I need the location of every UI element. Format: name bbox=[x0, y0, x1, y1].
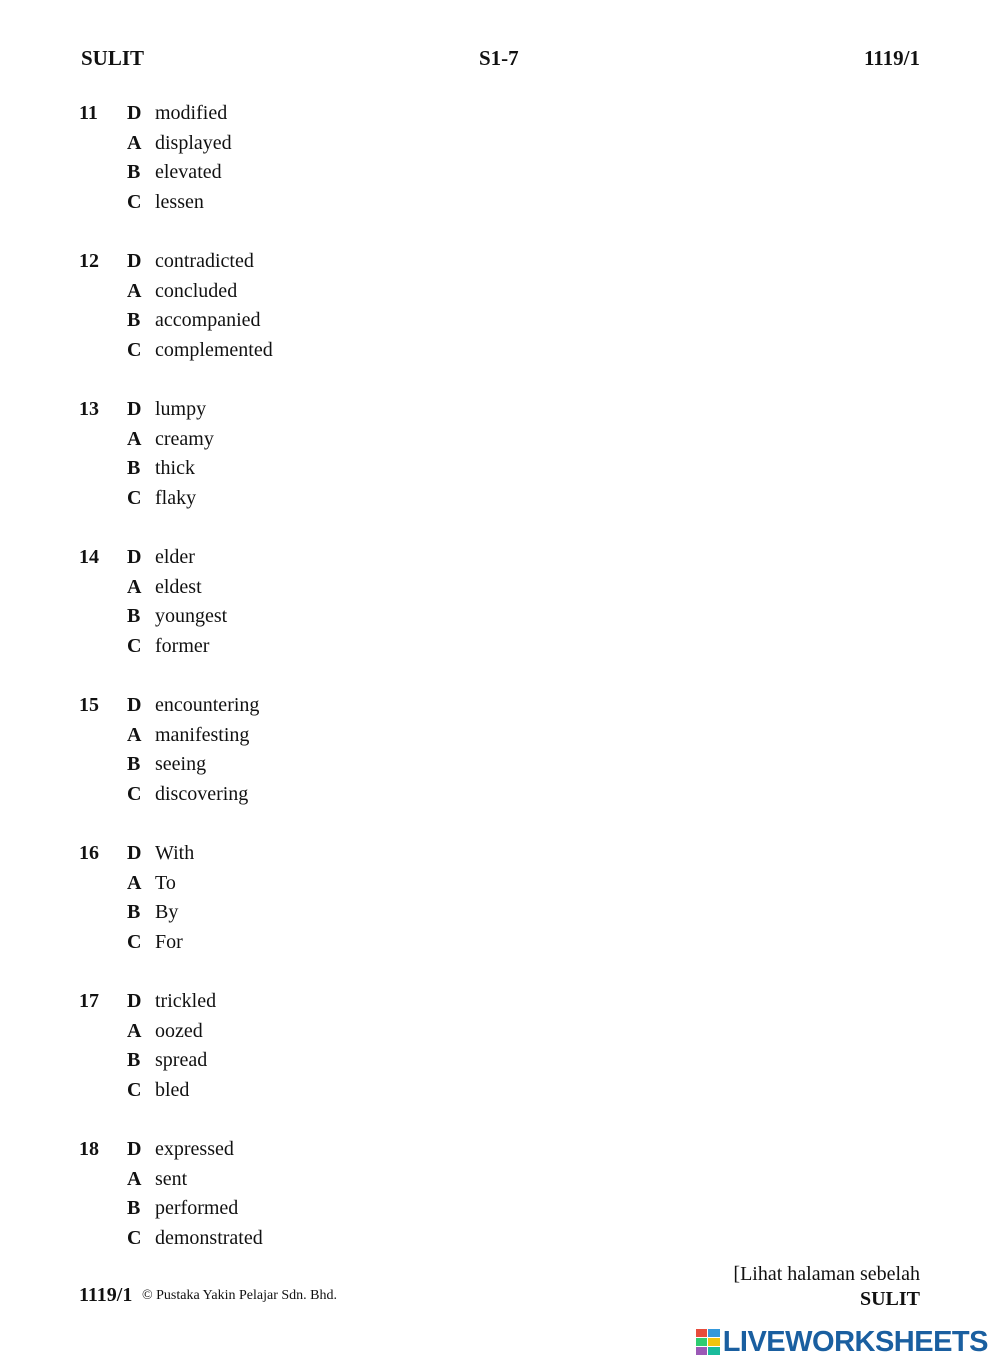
logo-cell bbox=[708, 1347, 720, 1355]
option-letter: A bbox=[127, 132, 142, 154]
option-letter: C bbox=[127, 931, 142, 953]
option-letter: B bbox=[127, 309, 141, 331]
option-text: accompanied bbox=[155, 309, 261, 331]
option-text: demonstrated bbox=[155, 1227, 263, 1249]
option-text: discovering bbox=[155, 783, 249, 805]
question-13 bbox=[0, 394, 1000, 542]
liveworksheets-logo-icon bbox=[696, 1329, 720, 1355]
option-text: trickled bbox=[155, 990, 217, 1012]
option-letter: B bbox=[127, 161, 141, 183]
option-text: modified bbox=[155, 102, 228, 124]
option-letter: B bbox=[127, 901, 141, 923]
question-12 bbox=[0, 246, 1000, 394]
question-number: 15 bbox=[79, 694, 99, 716]
option-text: lessen bbox=[155, 191, 204, 213]
option-text: oozed bbox=[155, 1020, 203, 1042]
option-letter: B bbox=[127, 605, 141, 627]
option-letter: D bbox=[127, 1138, 142, 1160]
option-letter: A bbox=[127, 724, 142, 746]
question-list bbox=[0, 98, 1000, 1282]
option-letter: A bbox=[127, 280, 142, 302]
option-letter: D bbox=[127, 842, 142, 864]
option-letter: B bbox=[127, 457, 141, 479]
option-text: performed bbox=[155, 1197, 239, 1219]
option-letter: D bbox=[127, 398, 142, 420]
option-letter: B bbox=[127, 1049, 141, 1071]
liveworksheets-watermark bbox=[696, 1326, 988, 1358]
logo-cell bbox=[696, 1347, 708, 1355]
question-number: 12 bbox=[79, 250, 99, 272]
question-number: 14 bbox=[79, 546, 99, 568]
logo-cell bbox=[708, 1338, 720, 1346]
header-sulit: SULIT bbox=[81, 46, 145, 70]
option-letter: A bbox=[127, 1020, 142, 1042]
liveworksheets-text: LIVEWORKSHEETS bbox=[722, 1325, 988, 1358]
option-letter: B bbox=[127, 1197, 141, 1219]
question-15 bbox=[0, 690, 1000, 838]
footer-copyright: © Pustaka Yakin Pelajar Sdn. Bhd. bbox=[142, 1288, 337, 1303]
option-letter: C bbox=[127, 191, 142, 213]
question-number: 18 bbox=[79, 1138, 99, 1160]
question-number: 11 bbox=[79, 102, 98, 124]
question-17 bbox=[0, 986, 1000, 1134]
question-number: 17 bbox=[79, 990, 99, 1012]
option-letter: D bbox=[127, 694, 142, 716]
option-text: eldest bbox=[155, 576, 202, 598]
option-text: lumpy bbox=[155, 398, 207, 420]
option-text: former bbox=[155, 635, 210, 657]
question-number: 13 bbox=[79, 398, 99, 420]
option-letter: C bbox=[127, 783, 142, 805]
option-text: creamy bbox=[155, 428, 214, 450]
option-text: thick bbox=[155, 457, 195, 479]
option-letter: A bbox=[127, 428, 142, 450]
question-16 bbox=[0, 838, 1000, 986]
question-number: 16 bbox=[79, 842, 99, 864]
option-letter: C bbox=[127, 635, 142, 657]
option-text: complemented bbox=[155, 339, 273, 361]
option-text: seeing bbox=[155, 753, 207, 775]
logo-cell bbox=[696, 1329, 708, 1337]
option-text: displayed bbox=[155, 132, 232, 154]
logo-cell bbox=[708, 1329, 720, 1337]
page-number: S1-7 bbox=[479, 46, 519, 70]
option-text: contradicted bbox=[155, 250, 254, 272]
option-text: concluded bbox=[155, 280, 238, 302]
option-text: For bbox=[155, 931, 183, 953]
option-letter: C bbox=[127, 1227, 142, 1249]
option-text: bled bbox=[155, 1079, 190, 1101]
footer-next-page: [Lihat halaman sebelah bbox=[733, 1263, 920, 1285]
question-18 bbox=[0, 1134, 1000, 1282]
option-text: sent bbox=[155, 1168, 188, 1190]
option-text: youngest bbox=[155, 605, 228, 627]
question-11 bbox=[0, 98, 1000, 246]
option-text: spread bbox=[155, 1049, 208, 1071]
question-14 bbox=[0, 542, 1000, 690]
footer-paper-code: 1119/1 bbox=[79, 1284, 133, 1306]
option-text: manifesting bbox=[155, 724, 250, 746]
option-text: elevated bbox=[155, 161, 222, 183]
option-letter: A bbox=[127, 872, 142, 894]
paper-code: 1119/1 bbox=[863, 46, 920, 70]
option-text: encountering bbox=[155, 694, 260, 716]
option-text: To bbox=[155, 872, 176, 894]
option-text: elder bbox=[155, 546, 195, 568]
logo-cell bbox=[696, 1338, 708, 1346]
option-letter: A bbox=[127, 1168, 142, 1190]
footer-sulit: SULIT bbox=[859, 1288, 920, 1310]
option-letter: D bbox=[127, 990, 142, 1012]
option-letter: B bbox=[127, 753, 141, 775]
option-text: flaky bbox=[155, 487, 197, 509]
option-letter: D bbox=[127, 250, 142, 272]
option-letter: C bbox=[127, 1079, 142, 1101]
option-letter: C bbox=[127, 339, 142, 361]
option-letter: D bbox=[127, 102, 142, 124]
option-letter: C bbox=[127, 487, 142, 509]
option-text: By bbox=[155, 901, 179, 923]
option-text: expressed bbox=[155, 1138, 234, 1160]
option-letter: A bbox=[127, 576, 142, 598]
option-text: With bbox=[155, 842, 195, 864]
option-letter: D bbox=[127, 546, 142, 568]
